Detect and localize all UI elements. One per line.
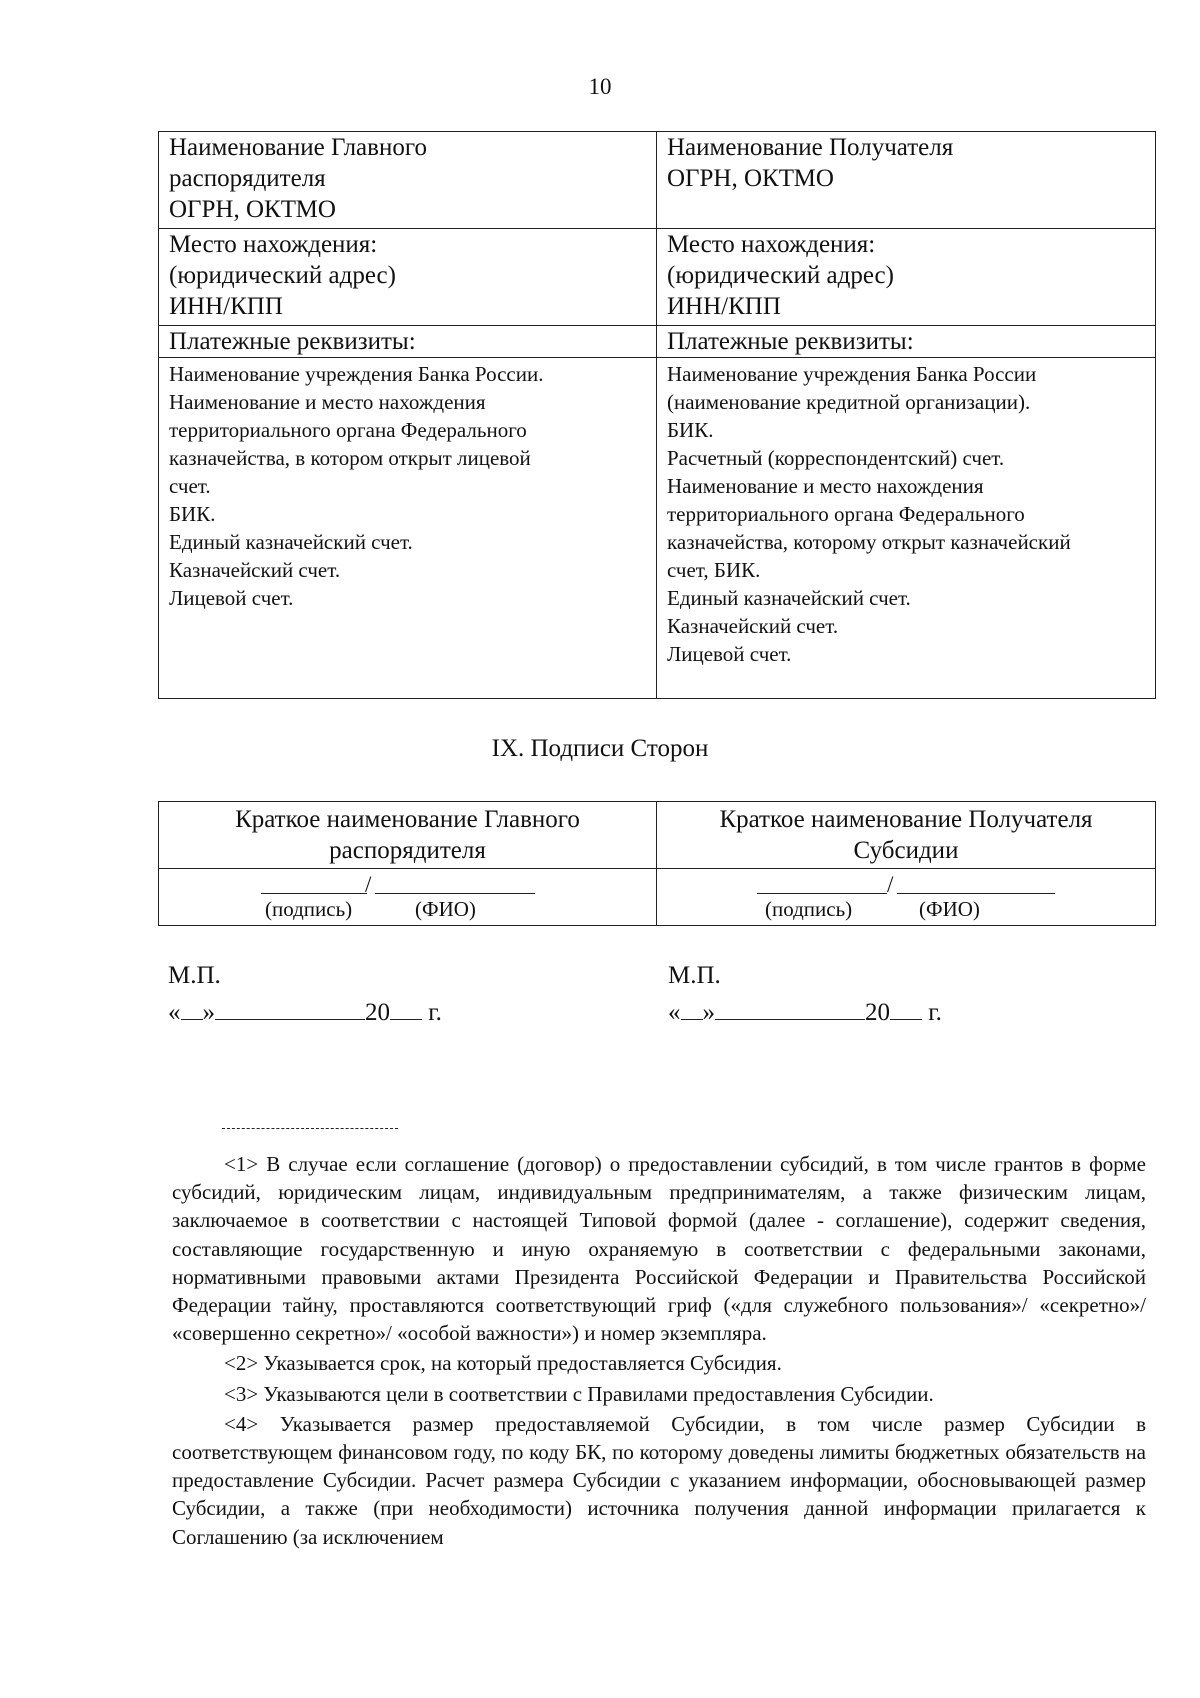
recipient-details-line: счет, БИК. [667, 558, 761, 582]
grantor-short-name-cell [159, 802, 657, 869]
grantor-short-name-line: распорядителя [329, 837, 486, 864]
recipient-location-cell [657, 229, 1156, 326]
requisites-header-row [159, 132, 1156, 229]
recipient-quote-close: » [702, 999, 715, 1026]
grantor-quote-open: « [168, 999, 181, 1026]
footnote-4: <4> Указывается размер предоставляемой Субсидии, в том числе размер Субсидии в соответствующем финансовом году, по коду БК, по которому доведены лимиты бюджетных обязательств на предоставление Субсидии. Расчет размера Субсидии с указанием информации, обосновывающей размер Субсидии, а также (при необходимости) источника получения данной информации прилагается к Соглашению (за исключением [172, 1411, 1146, 1549]
grantor-details-line: территориального органа Федерального [169, 418, 527, 442]
recipient-signature-label: (подпись) [765, 897, 853, 921]
grantor-fio-label: (ФИО) [415, 897, 476, 921]
grantor-details-line: Лицевой счет. [169, 586, 294, 610]
footnote-1: <1> В случае если соглашение (договор) о предоставлении субсидий, в том числе грантов в форме субсидий, юридическим лицам, индивидуальным предпринимателям, а также физическим лицам, заключаемое в соответствии с настоящей Типовой формой (далее - соглашение), содержит сведения, составляющие государственную и иную охраняемую в соответствии с федеральными законами, нормативными правовыми актами Президента Российской Федерации и Правительства Российской Федерации тайну, проставляются соответствующий гриф («для служебного пользования»/ «секретно»/ «совершенно секретно»/ «особой важности») и номер экземпляра. [172, 1152, 1146, 1346]
grantor-signature-line [159, 869, 656, 897]
recipient-signature-labels [657, 897, 1155, 921]
grantor-signature-labels [159, 897, 656, 921]
recipient-name-line: Наименование Получателя [667, 134, 954, 161]
grantor-signature-label: (подпись) [265, 897, 353, 921]
signatures-table [158, 801, 1156, 926]
grantor-short-name-line: Краткое наименование Главного [235, 806, 580, 833]
recipient-day-blank [681, 993, 703, 1020]
grantor-details-line: счет. [169, 474, 211, 498]
grantor-name-line: Наименование Главного [169, 134, 427, 161]
signatures-title-row [159, 802, 1156, 869]
recipient-date-line [668, 993, 942, 1030]
recipient-name-cell [657, 132, 1156, 229]
recipient-details-line: Наименование учреждения Банка России [667, 362, 1037, 386]
signatures-sign-row [159, 869, 1156, 926]
grantor-name-line: распорядителя [169, 165, 326, 192]
grantor-signature-slash: / [365, 872, 372, 897]
recipient-quote-open: « [668, 999, 681, 1026]
recipient-details-line: Лицевой счет. [667, 642, 792, 666]
recipient-details-line: казначейства, которому открыт казначейский [667, 530, 1071, 554]
recipient-short-name-line: Краткое наименование Получателя [719, 806, 1093, 833]
grantor-name-underline [375, 893, 535, 894]
recipient-name-line: ОГРН, ОКТМО [667, 165, 834, 192]
grantor-mp-label: М.П. [168, 962, 221, 989]
grantor-payment-heading: Платежные реквизиты: [169, 328, 416, 355]
grantor-year-suffix: г. [428, 999, 442, 1026]
grantor-details-line: Наименование учреждения Банка России. [169, 362, 544, 386]
recipient-mp-label: М.П. [668, 962, 721, 989]
recipient-payment-cell [657, 326, 1156, 358]
grantor-location-cell [159, 229, 657, 326]
grantor-details-line: казначейства, в котором открыт лицевой [169, 446, 531, 470]
recipient-details-line: Единый казначейский счет. [667, 586, 911, 610]
recipient-signature-line [657, 869, 1155, 897]
grantor-location-line: (юридический адрес) [169, 262, 396, 289]
recipient-year-suffix: г. [928, 999, 942, 1026]
recipient-location-line: (юридический адрес) [667, 262, 894, 289]
recipient-details-line: Казначейский счет. [667, 614, 839, 638]
recipient-location-line: ИНН/КПП [667, 293, 781, 320]
recipient-payment-heading: Платежные реквизиты: [667, 328, 914, 355]
recipient-details-line: (наименование кредитной организации). [667, 390, 1031, 414]
recipient-short-name-cell [657, 802, 1156, 869]
recipient-name-underline [897, 893, 1055, 894]
grantor-details-line: Единый казначейский счет. [169, 530, 413, 554]
recipient-year-prefix: 20 [865, 999, 890, 1026]
grantor-year-prefix: 20 [365, 999, 390, 1026]
grantor-name-line: ОГРН, ОКТМО [169, 196, 336, 223]
grantor-details-line: Наименование и место нахождения [169, 390, 486, 414]
footnotes [172, 1150, 1146, 1553]
recipient-location-line: Место нахождения: [667, 231, 876, 258]
recipient-signature-slash: / [887, 872, 894, 897]
grantor-quote-close: » [202, 999, 215, 1026]
recipient-signature-underline [757, 893, 887, 894]
grantor-details-line: Казначейский счет. [169, 558, 341, 582]
recipient-stamp-block [668, 959, 942, 1030]
recipient-details-cell [657, 358, 1156, 699]
recipient-month-blank [715, 993, 865, 1020]
grantor-location-line: Место нахождения: [169, 231, 378, 258]
grantor-details-line: БИК. [169, 502, 216, 526]
requisites-table [158, 131, 1156, 699]
recipient-short-name-line: Субсидии [853, 837, 959, 864]
grantor-date-line [168, 993, 442, 1030]
grantor-location-line: ИНН/КПП [169, 293, 283, 320]
grantor-details-cell [159, 358, 657, 699]
grantor-month-blank [215, 993, 365, 1020]
recipient-signature-cell [657, 869, 1156, 926]
grantor-signature-underline [261, 893, 367, 894]
grantor-name-cell [159, 132, 657, 229]
requisites-location-row [159, 229, 1156, 326]
grantor-payment-cell [159, 326, 657, 358]
recipient-details-line: территориального органа Федерального [667, 502, 1025, 526]
footnote-3: <3> Указываются цели в соответствии с Правилами предоставления Субсидии. [224, 1381, 934, 1406]
grantor-stamp-block [168, 959, 442, 1030]
section-title: IX. Подписи Сторон [491, 735, 709, 762]
footnote-separator [222, 1128, 398, 1129]
grantor-signature-cell [159, 869, 657, 926]
recipient-year-blank [890, 993, 922, 1020]
requisites-details-row [159, 358, 1156, 699]
recipient-fio-label: (ФИО) [919, 897, 980, 921]
page-number: 10 [588, 74, 612, 99]
recipient-details-line: Расчетный (корреспондентский) счет. [667, 446, 1005, 470]
footnote-2: <2> Указывается срок, на который предоставляется Субсидия. [224, 1351, 782, 1376]
grantor-year-blank [390, 993, 422, 1020]
recipient-details-line: Наименование и место нахождения [667, 474, 984, 498]
requisites-payment-row [159, 326, 1156, 358]
grantor-day-blank [181, 993, 203, 1020]
recipient-details-line: БИК. [667, 418, 714, 442]
